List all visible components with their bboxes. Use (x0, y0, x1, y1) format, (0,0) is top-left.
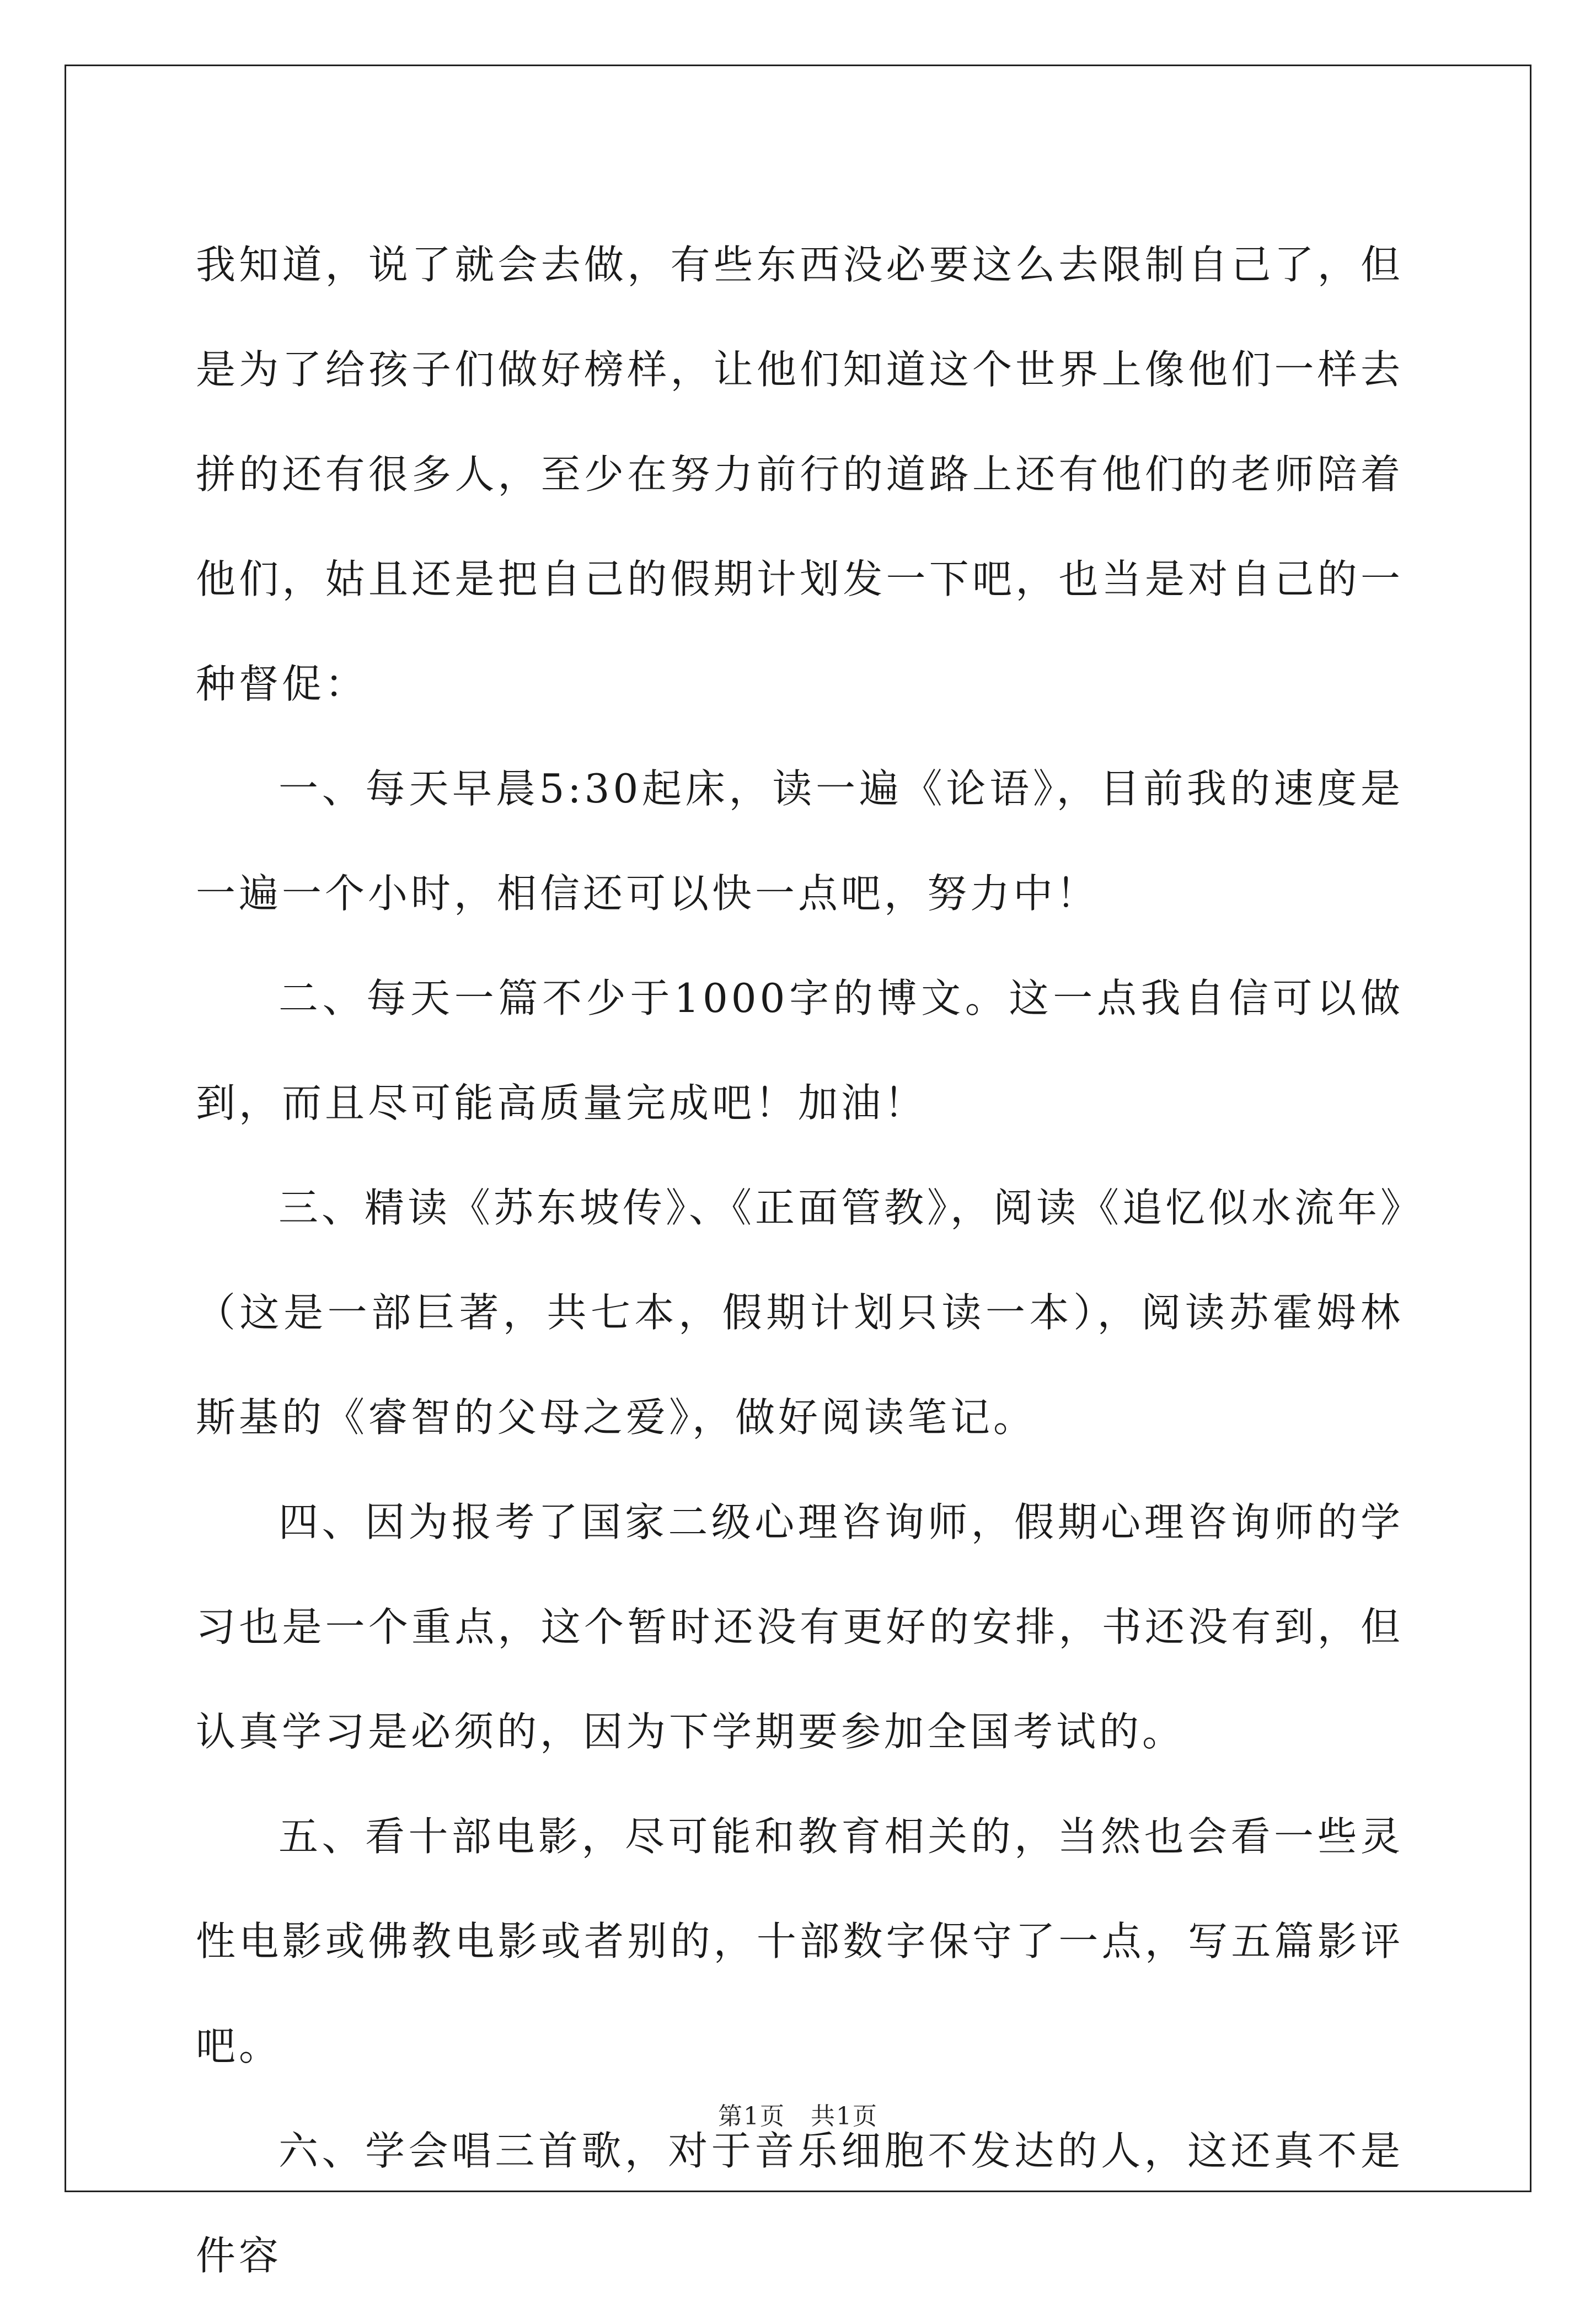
paragraph-item-6: 六、学会唱三首歌，对于音乐细胞不发达的人，这还真不是件容 (196, 2128, 1404, 2279)
page-number-total: 共1页 (811, 2102, 878, 2130)
paragraph-item-2: 二、每天一篇不少于1000字的博文。这一点我自信可以做到，而且尽可能高质量完成吧！加油！ (196, 975, 1404, 1126)
document-body (196, 212, 1404, 2308)
paragraph-item-1: 一、每天早晨5:30起床，读一遍《论语》，目前我的速度是一遍一个小时，相信还可以快一点吧，努力中！ (196, 765, 1404, 917)
paragraph-item-4: 四、因为报考了国家二级心理咨询师，假期心理咨询师的学习也是一个重点，这个暂时还没有更好的安排，书还没有到，但认真学习是必须的，因为下学期要参加全国考试的。 (196, 1499, 1404, 1755)
paragraph-intro: 我知道，说了就会去做，有些东西没必要这么去限制自己了，但是为了给孩子们做好榜样，让他们知道这个世界上像他们一样去拼的还有很多人，至少在努力前行的道路上还有他们的老师陪着他们，姑且还是把自己的假期计划发一下吧，也当是对自己的一种督促： (196, 242, 1404, 707)
page-number-current: 第1页 (718, 2102, 785, 2130)
paragraph-item-5: 五、看十部电影，尽可能和教育相关的，当然也会看一些灵性电影或佛教电影或者别的，十部数字保守了一点，写五篇影评吧。 (196, 1813, 1404, 2069)
paragraph-item-3: 三、精读《苏东坡传》、《正面管教》，阅读《追忆似水流年》（这是一部巨著，共七本，假期计划只读一本），阅读苏霍姆林斯基的《睿智的父母之爱》，做好阅读笔记。 (196, 1185, 1404, 1441)
page-footer (0, 2100, 1596, 2133)
